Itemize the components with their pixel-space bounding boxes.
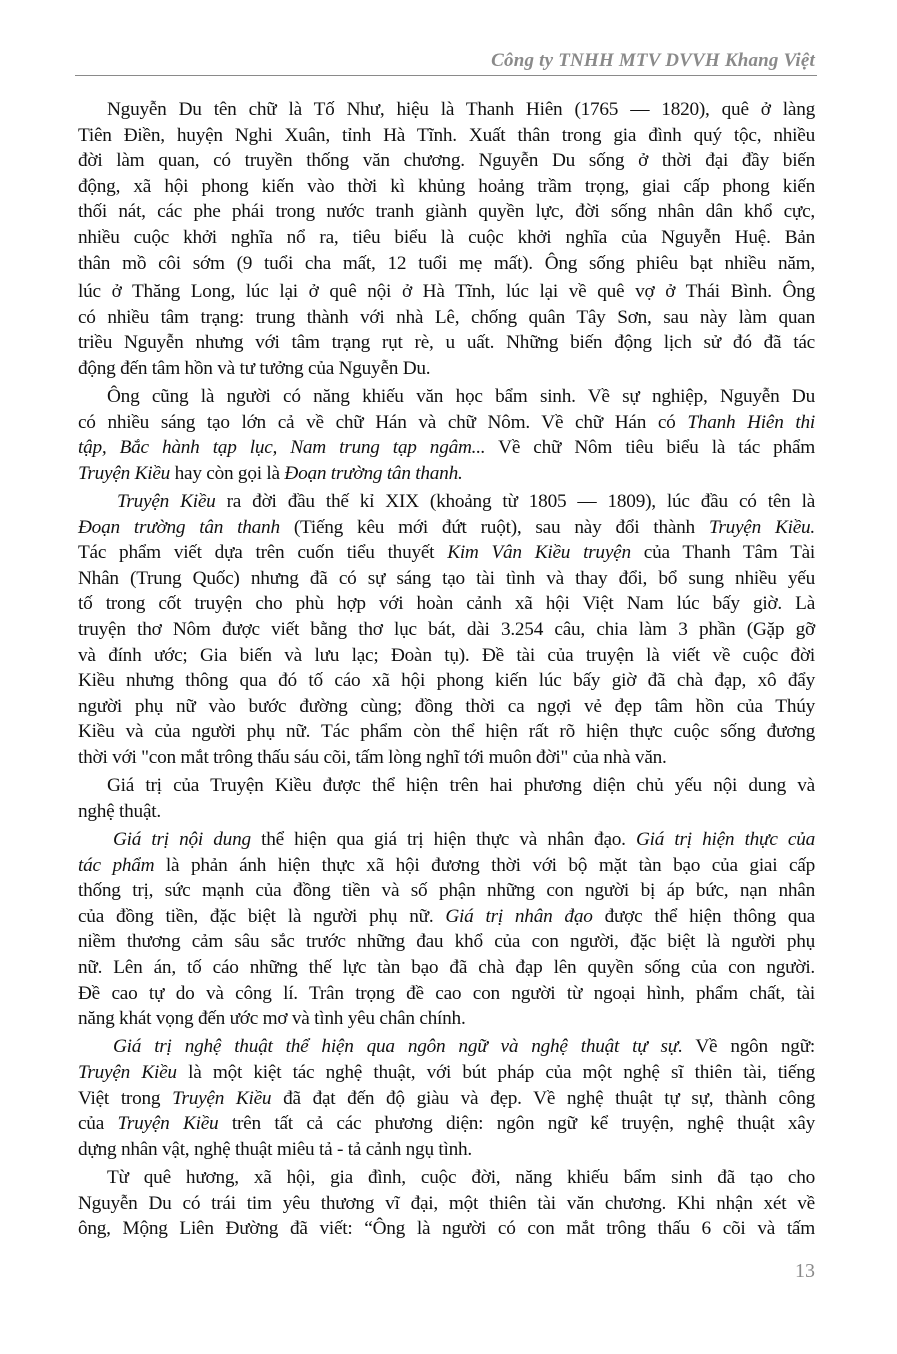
body-text: Tác phẩm viết dựa trên cuốn tiểu thuyết [78, 542, 448, 564]
text-line [78, 461, 815, 487]
body-text: Nguyễn Du có trái tim yêu thương vĩ đại, một thiên tài văn chương. Khi nhận xét về [78, 1192, 815, 1214]
text-line [78, 279, 815, 305]
text-line [78, 1191, 815, 1217]
body-text: nữ. Lên án, tố cáo những thế lực tàn bạo đã chà đạp lên quyền sống của con người. [78, 956, 815, 978]
text-line [78, 1060, 815, 1086]
body-text: là phản ánh hiện thực xã hội đương thời với bộ mặt tàn bạo của giai cấp [154, 854, 815, 876]
text-line [78, 668, 815, 694]
running-header: Công ty TNHH MTV DVVH Khang Việt [491, 50, 815, 71]
text-line [78, 384, 815, 410]
body-text: đã đạt đến độ giàu và đẹp. Về nghệ thuật tự sự, thành công [271, 1087, 816, 1109]
body-text: lúc ở Thăng Long, lúc lại ở quê nội ở Hà Tĩnh, lúc lại về quê vợ ở Thái Bình. Ông [78, 281, 815, 303]
italic-title-text: Thanh Hiên thi [687, 411, 815, 433]
italic-title-text: Truyện Kiều [172, 1087, 272, 1109]
body-text: ông, Mộng Liên Đường đã viết: “Ông là người có con mắt trông thấu 6 cõi và tấm [78, 1218, 815, 1240]
paragraph [78, 827, 815, 1032]
text-line [78, 1137, 815, 1163]
body-text: có nhiều sáng tạo lớn cả về chữ Hán và chữ Nôm. Về chữ Hán có [78, 411, 688, 433]
body-text: ra đời đầu thế kỉ XIX (khoảng từ 1805 — 1809), lúc đầu có tên là [215, 491, 816, 513]
body-text: Kiều nhưng thông qua đó tố cáo xã hội phong kiến lúc bấy giờ đã chà đạp, xô đẩy [78, 670, 815, 692]
body-text: Ông cũng là người có năng khiếu văn học bẩm sinh. Về sự nghiệp, Nguyễn Du [107, 386, 815, 408]
italic-title-text: Đoạn trường tân thanh. [284, 462, 463, 484]
italic-title-text: Đoạn trường tân thanh [78, 516, 280, 538]
body-text: Đề cao tự do và công lí. Trân trọng đề cao con người từ ngoại hình, phẩm chất, tài [78, 982, 815, 1004]
body-text: truyện thơ Nôm được viết bằng thơ lục bát, dài 3.254 câu, chia làm 3 phần (Gặp gỡ [78, 619, 815, 641]
text-line [78, 540, 815, 566]
body-text: Nguyễn Du tên chữ là Tố Như, hiệu là Thanh Hiên (1765 — 1820), quê ở làng [107, 99, 815, 120]
body-text: Về ngôn ngữ: [682, 1036, 815, 1058]
body-text: Từ quê hương, xã hội, gia đình, cuộc đời, năng khiếu bẩm sinh đã tạo cho [107, 1166, 815, 1188]
italic-title-text: Kim Vân Kiều truyện [447, 542, 631, 564]
text-line [78, 799, 815, 825]
text-line [78, 410, 815, 436]
body-text: Nhân (Trung Quốc) nhưng đã có sự sáng tạo tài tình và thay đổi, bổ sung nhiều yếu [78, 567, 815, 589]
body-text: và đính ước; Gia biến và lưu lạc; Đoàn tụ). Đề tài của truyện là viết về cuộc đời [78, 644, 815, 666]
body-text: thể hiện qua giá trị hiện thực và nhân đạo. [250, 829, 636, 850]
body-text: người phụ nữ vào bước đường cùng; đồng thời ca ngợi vẻ đẹp tâm hồn của Thúy [78, 695, 815, 717]
text-line [78, 489, 815, 515]
text-line [78, 643, 815, 669]
text-line [78, 515, 815, 541]
text-line [78, 719, 815, 745]
text-line [78, 148, 815, 174]
text-line [78, 305, 815, 331]
body-text: động đến tâm hồn và tư tưởng của Nguyễn Du. [78, 357, 431, 379]
paragraph [78, 1034, 815, 1162]
body-text: thân mồ côi sớm (9 tuổi cha mất, 12 tuổi mẹ mất). Ông sống phiêu bạt nhiều năm, [78, 252, 815, 274]
italic-title-text: Giá trị nhân đạo [445, 905, 593, 927]
text-line [78, 591, 815, 617]
body-text: nhiều cuộc khởi nghĩa nổ ra, tiêu biểu là cuộc khởi nghĩa của Nguyễn Huệ. Bản [78, 226, 815, 248]
italic-title-text: tác phẩm [78, 854, 155, 876]
text-line [78, 878, 815, 904]
body-text: của [78, 1113, 118, 1135]
italic-title-text: Truyện Kiều [78, 462, 171, 484]
header-rule [75, 75, 817, 76]
italic-title-text: Truyện Kiều [117, 491, 216, 513]
text-line [78, 981, 815, 1007]
text-line [78, 199, 815, 225]
text-line [78, 827, 815, 853]
body-text: Về chữ Nôm tiêu biểu là tác phẩm [485, 437, 815, 459]
body-text: nghệ thuật. [78, 800, 161, 822]
text-line [78, 330, 815, 356]
body-text: thối nát, các phe phái trong nước tranh giành quyền lực, đời sống nhân dân khổ cực, [78, 201, 815, 223]
text-line [78, 566, 815, 592]
body-text: động, xã hội phong kiến vào thời kì khủng hoảng trầm trọng, giai cấp phong kiến [78, 175, 815, 197]
body-text: trên tất cả các phương diện: ngôn ngữ kể truyện, nghệ thuật xây [218, 1113, 816, 1135]
body-text: triều Nguyễn nhưng với tâm trạng rụt rè, u uất. Những biến động lịch sử đó đã tác [78, 332, 815, 354]
page-number: 13 [795, 1260, 815, 1282]
text-line [78, 1165, 815, 1191]
paragraph [78, 97, 815, 382]
body-text: Giá trị của Truyện Kiều được thể hiện trên hai phương diện chủ yếu nội dung và [107, 775, 815, 797]
italic-title-text: Giá trị nội dung [113, 829, 251, 850]
text-line [78, 1086, 815, 1112]
text-line [78, 97, 815, 123]
paragraph [78, 1165, 815, 1242]
body-text: của đồng tiền, đặc biệt là người phụ nữ. [78, 905, 446, 927]
body-text: (Tiếng kêu mới đứt ruột), sau này đổi thành [279, 516, 709, 538]
document-body [78, 97, 815, 1242]
body-text: hay còn gọi là [170, 462, 285, 484]
text-line [78, 1111, 815, 1137]
text-line [78, 1034, 815, 1060]
text-line [78, 955, 815, 981]
text-line [78, 904, 815, 930]
text-line [78, 435, 815, 461]
body-text: năng khát vọng đến ước mơ và tình yêu chân chính. [78, 1008, 466, 1030]
italic-title-text: Giá trị hiện thực của [635, 829, 815, 850]
text-line [78, 225, 815, 251]
paragraph [78, 384, 815, 486]
body-text: đời làm quan, có truyền thống văn chương. Nguyễn Du sống ở thời đại đầy biến [78, 150, 815, 172]
body-text: Kiều và của người phụ nữ. Tác phẩm còn thể hiện rất rõ hiện thực cuộc sống đương [78, 721, 815, 743]
paragraph [78, 773, 815, 824]
body-text: được thể hiện thông qua [592, 905, 815, 927]
text-line [78, 745, 815, 771]
body-text: niềm thương cảm sâu sắc trước những đau khổ của con người, đặc biệt là người phụ [78, 931, 815, 953]
text-line [78, 123, 815, 149]
text-line [78, 694, 815, 720]
body-text: thống trị, sức mạnh của đồng tiền và số phận những con người bị áp bức, nạn nhân [78, 880, 815, 902]
body-text: Việt trong [78, 1087, 173, 1109]
text-line [78, 617, 815, 643]
text-line [78, 929, 815, 955]
body-text: tố trong cốt truyện cho phù hợp với hoàn cảnh xã hội Việt Nam lúc bấy giờ. Là [78, 593, 815, 615]
text-line [78, 251, 815, 277]
italic-title-text: Truyện Kiều [78, 1061, 177, 1083]
text-line [78, 853, 815, 879]
body-text: của Thanh Tâm Tài [630, 542, 816, 564]
body-text: dựng nhân vật, nghệ thuật miêu tả - tả cảnh ngụ tình. [78, 1138, 472, 1160]
text-line [78, 174, 815, 200]
body-text: thời với "con mắt trông thấu sáu cõi, tấm lòng nghĩ tới muôn đời" của nhà văn. [78, 747, 667, 769]
italic-title-text: Truyện Kiều. [708, 516, 815, 538]
paragraph [78, 489, 815, 771]
text-line [78, 1216, 815, 1242]
body-text: Tiên Điền, huyện Nghi Xuân, tỉnh Hà Tĩnh. Xuất thân trong gia đình quý tộc, nhiều [78, 124, 815, 146]
body-text: có nhiều tâm trạng: trung thành với nhà Lê, chống quân Tây Sơn, sau này làm quan [78, 306, 815, 328]
text-line [78, 773, 815, 799]
italic-title-text: tập, Bắc hành tạp lục, Nam trung tạp ngâm... [78, 437, 486, 459]
italic-title-text: Giá trị nghệ thuật thể hiện qua ngôn ngữ và nghệ thuật tự sự. [113, 1036, 683, 1058]
body-text: là một kiệt tác nghệ thuật, với bút pháp của một nghệ sĩ thiên tài, tiếng [176, 1061, 815, 1083]
text-line [78, 1006, 815, 1032]
italic-title-text: Truyện Kiều [117, 1113, 219, 1135]
text-line [78, 356, 815, 382]
